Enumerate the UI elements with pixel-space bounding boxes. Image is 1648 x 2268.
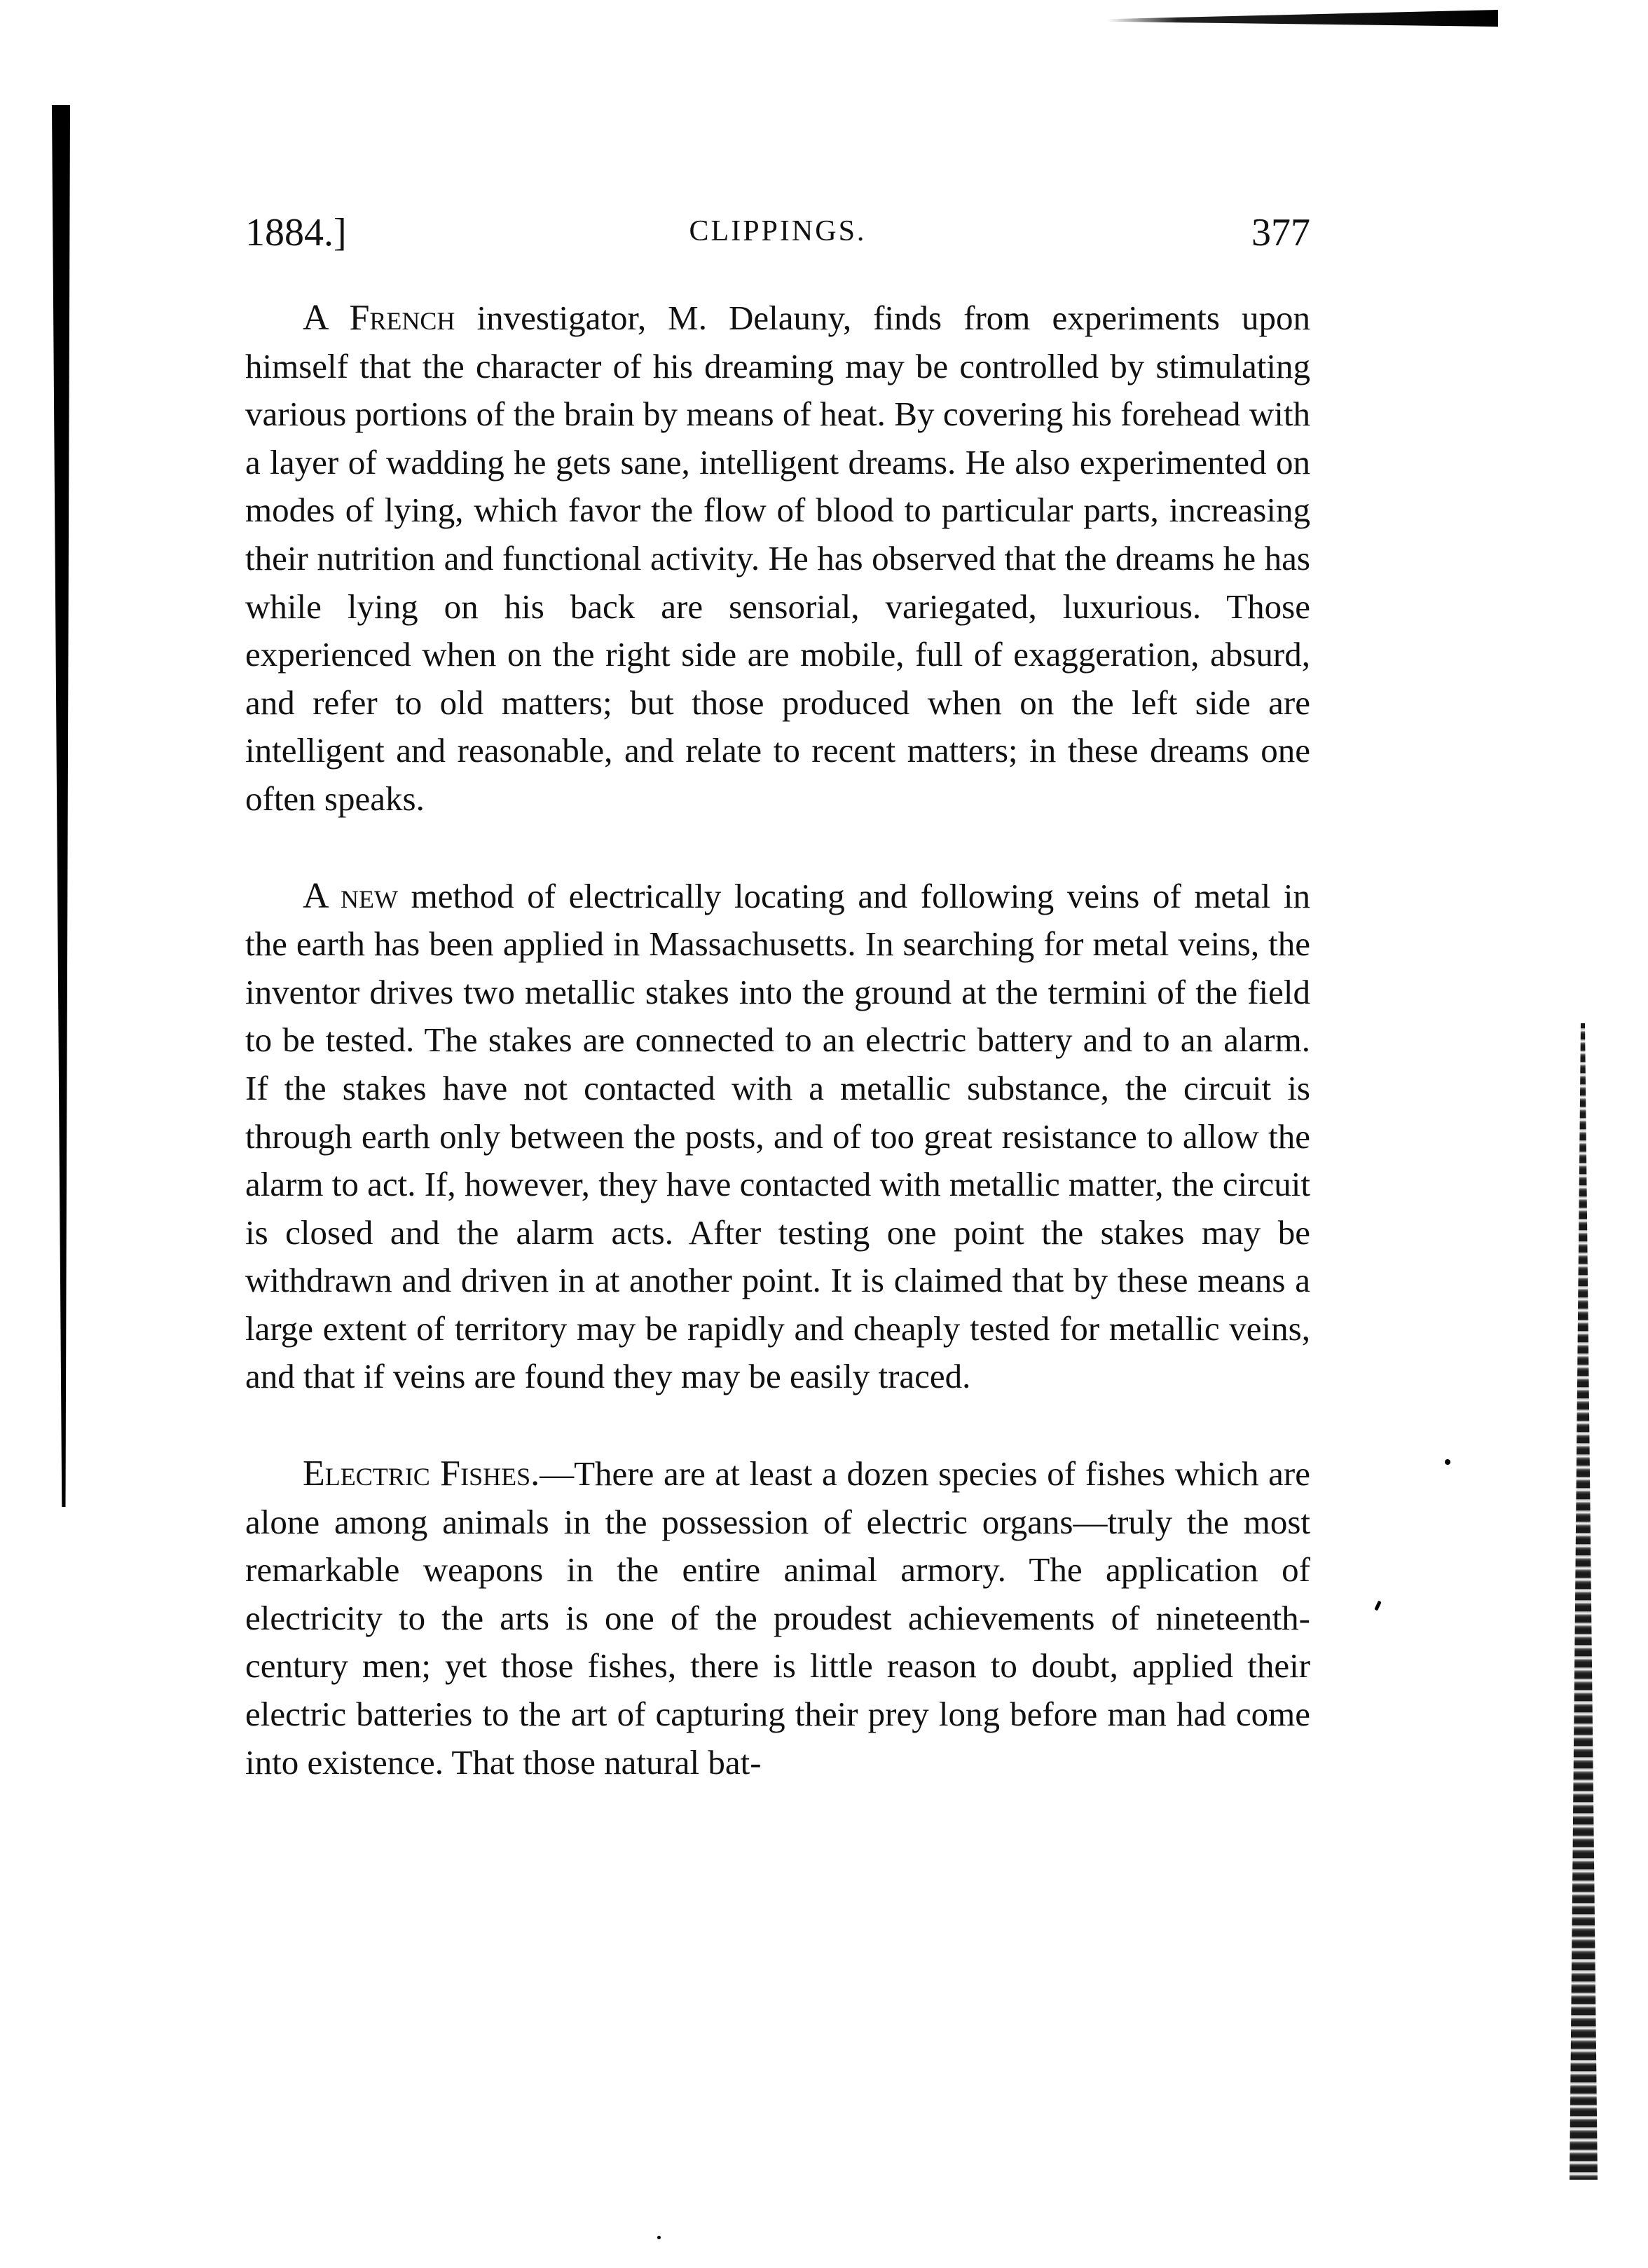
scan-speck [657,2236,661,2239]
article-body: method of electrically locating and following veins of metal in the earth has been applied in Massachusetts. In searching for metal veins, the inventor drives two metallic stakes into the ground at the termini of the field to be tested. The stakes are connected to an electric battery and to an alarm. If the stakes have not contacted with a metallic substance, the circuit is through earth only between the posts, and of too great resistance to allow the alarm to act. If, however, they have contacted with metallic matter, the circuit is closed and the alarm acts. After testing one point the stakes may be withdrawn and driven in at another point. It is claimed that by these means a large extent of territory may be rapidly and cheaply tested for metallic veins, and that if veins are found they may be easily traced. [245,876,1310,1396]
article-body: —There are at least a dozen species of fishes which are alone among animals in the possession of electric organs—truly the most remarkable weapons in the entire animal armory. The application of electricity to the arts is one of the proudest achievements of nineteenth-century men; yet those fishes, there is little reason to doubt, applied their electric batteries to the art of capturing their prey long before man had come into existence. That those natural bat- [245,1454,1310,1782]
article-lead: Electric Fishes. [303,1454,540,1494]
header-year: 1884.] [245,211,347,254]
article-body: investigator, M. Delauny, finds from experiments upon himself that the character of his dreaming may be controlled by stimulating various portions of the brain by means of heat. By covering his forehead with a layer of wadding he gets sane, intelligent dreams. He also experimented on modes of lying, which favor the flow of blood to particular parts, increasing their nutrition and functional activity. He has observed that the dreams he has while lying on his back are sensorial, variegated, luxurious. Those experienced when on the right side are mobile, full of exaggeration, absurd, and refer to old matters; but those produced when on the left side are intelligent and reasonable, and relate to recent matters; in these dreams one often speaks. [245,299,1310,818]
article-lead: A new [303,875,399,916]
article-lead: A French [303,298,455,338]
page-body [245,294,1310,1787]
header-title: CLIPPINGS. [689,215,867,247]
scan-binding-shadow [52,105,70,1507]
running-head [245,210,1310,266]
page-number: 377 [1251,211,1310,254]
scan-page-edge [1570,1023,1598,2180]
scan-edge-mark [1107,10,1498,27]
article-metal-veins [245,873,1310,1402]
article-french-investigator [245,294,1310,824]
scan-speck [1374,1601,1381,1611]
article-electric-fishes [245,1450,1310,1787]
scan-speck [1445,1459,1450,1465]
